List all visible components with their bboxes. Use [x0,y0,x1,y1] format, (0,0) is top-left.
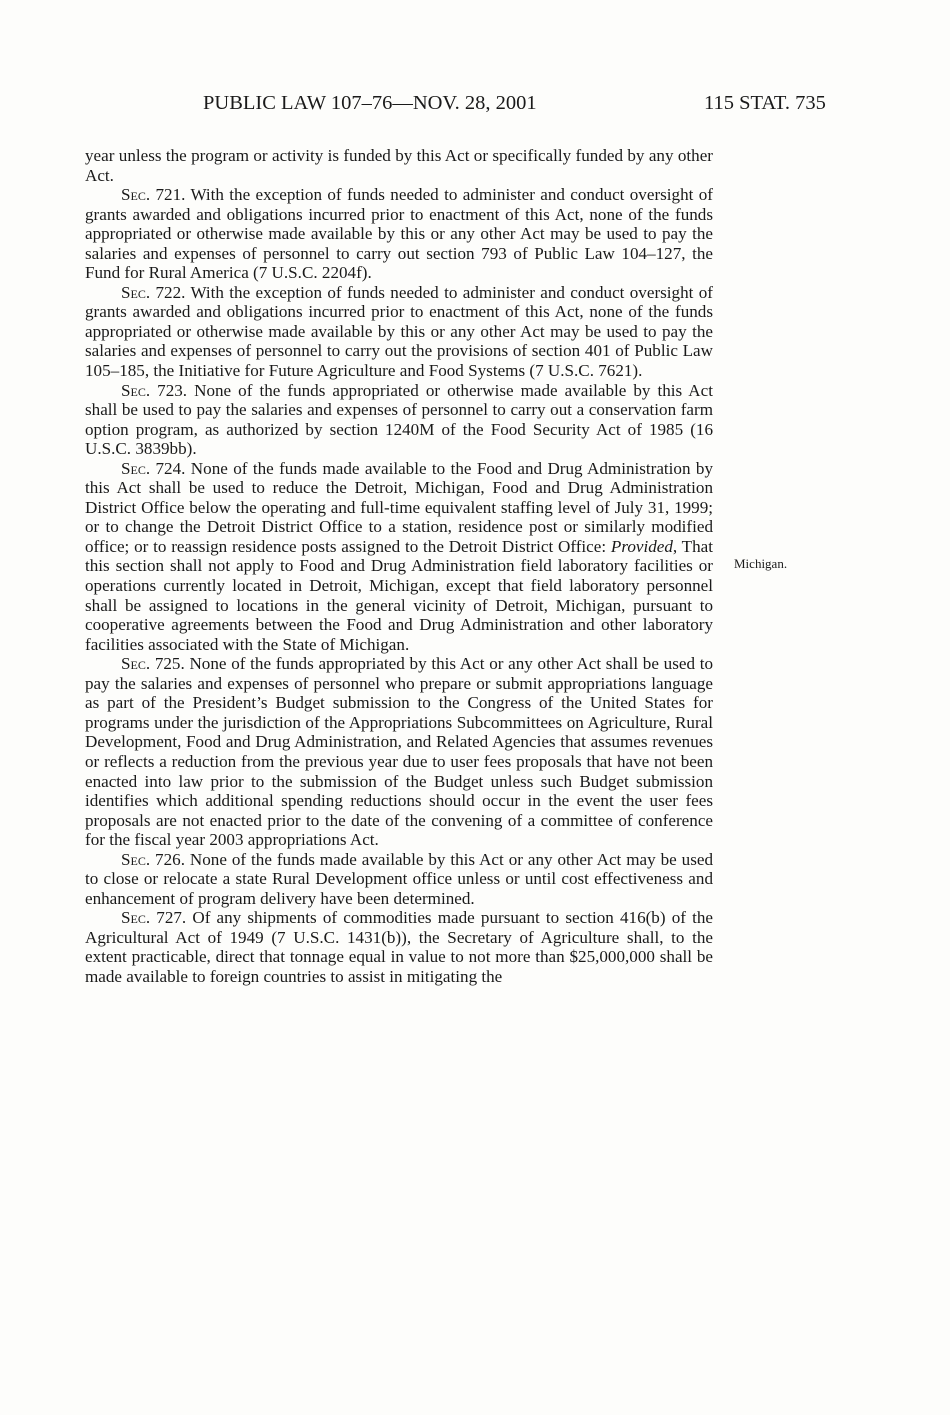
section-label: Sec. 726. [121,849,185,869]
section-label: Sec. 721. [121,185,186,205]
header-stat-citation: 115 STAT. 735 [704,92,826,114]
section-726 [85,850,713,909]
section-text: None of the funds appropriated or otherwise made available by this Act shall be used to pay the salaries and expenses of personnel to carry out a conservation farm option program, as authorized by section 1240M of the Food Security Act of 1985 (16 U.S.C. 3839bb). [85,380,713,459]
paragraph-continued: year unless the program or activity is funded by this Act or specifically funded by any other Act. [85,146,713,185]
section-721 [85,185,713,283]
section-text: None of the funds made available by this Act or any other Act may be used to close or relocate a state Rural Development office unless or until cost effectiveness and enhancement of program delivery have been determined. [85,849,713,908]
section-label: Sec. 725. [121,654,185,674]
section-724 [85,459,713,654]
section-725 [85,654,713,849]
section-722 [85,283,713,381]
section-text: With the exception of funds needed to administer and conduct oversight of grants awarded and obligations incurred prior to enactment of this Act, none of the funds appropriated or otherwise made available by this or any other Act may be used to pay the salaries and expenses of personnel to carry out the provisions of section 401 of Public Law 105–185, the Initiative for Future Agriculture and Food Systems (7 U.S.C. 7621). [85,282,713,381]
section-text: None of the funds made available to the Food and Drug Administration by this Act shall be used to reduce the Detroit, Michigan, Food and Drug Administration District Office below the operating and full-time equivalent staffing level of July 31, 1999; or to change the Detroit District Office to a station, residence post or similarly modified office; or to reassign residence posts assigned to the Detroit District Office: [85,458,713,556]
section-text: With the exception of funds needed to administer and conduct oversight of grants awarded and obligations incurred prior to enactment of this Act, none of the funds appropriated or otherwise made available by this or any other Act may be used to pay the salaries and expenses of personnel to carry out section 793 of Public Law 104–127, the Fund for Rural America (7 U.S.C. 2204f). [85,185,713,283]
running-head [0,92,950,122]
section-723 [85,381,713,459]
margin-note-michigan: Michigan. [734,556,788,571]
body-text [85,146,713,987]
section-text: None of the funds appropriated by this Act or any other Act shall be used to pay the salaries and expenses of personnel who prepare or submit appropriations language as part of the President’s Budget submission to the Congress of the United States for programs under the jurisdiction of the Appropriations Subcommittees on Agriculture, Rural Development, Food and Drug Administration, and Related Agencies that assumes revenues or reflects a reduction from the previous year due to user fees proposals that have not been enacted into law prior to the submission of the Budget unless such Budget submission identifies which additional spending reductions should occur in the event the user fees proposals are not enacted prior to the date of the convening of a committee of conference for the fiscal year 2003 appropriations Act. [85,654,713,850]
section-text: Of any shipments of commodities made pursuant to section 416(b) of the Agricultural Act of 1949 (7 U.S.C. 1431(b)), the Secretary of Agriculture shall, to the extent practicable, direct that tonnage equal in value to not more than $25,000,000 shall be made available to foreign countries to assist in mitigating the [85,908,713,986]
section-text: , That this section shall not apply to Food and Drug Administration field laboratory facilities or operations currently located in Detroit, Michigan, except that field laboratory personnel shall be assigned to locations in the general vicinity of Detroit, Michigan, pursuant to cooperative agreements between the Food and Drug Administration and other laboratory facilities associated with the State of Michigan. [85,536,713,654]
section-label: Sec. 723. [121,380,188,400]
header-title: PUBLIC LAW 107–76—NOV. 28, 2001 [203,92,537,114]
provided-proviso: Provided [610,536,673,556]
section-label: Sec. 727. [121,908,187,928]
section-label: Sec. 722. [121,282,186,302]
section-727 [85,908,713,986]
section-label: Sec. 724. [121,458,186,478]
